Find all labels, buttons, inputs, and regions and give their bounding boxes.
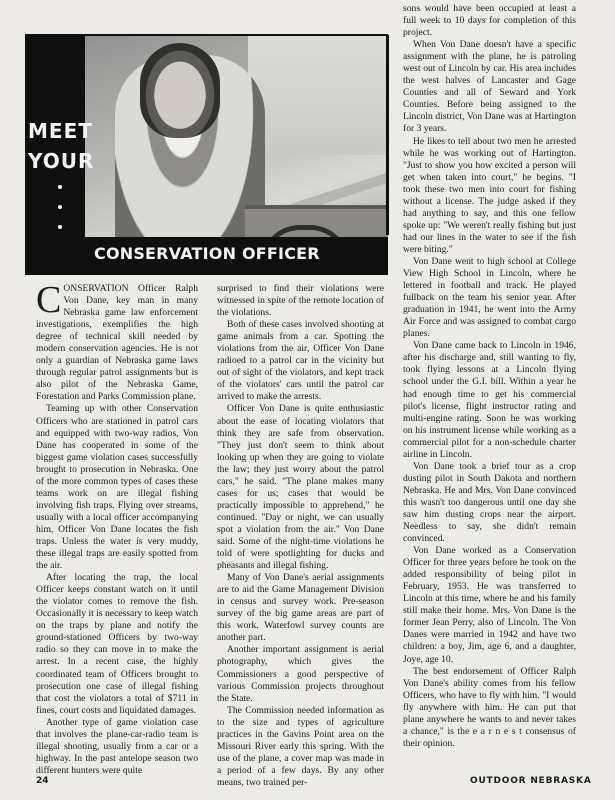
- article-column-2: [217, 283, 384, 789]
- title-banner-text: CONSERVATION OFFICER: [94, 244, 320, 263]
- paragraph: Another type of game violation case that involves the plane-car-radio team is illegal shooting, usually from a car or a highway. In the past antelope season two different hunters were quite: [36, 716, 198, 776]
- article-column-1: [36, 279, 198, 777]
- paragraph: Another important assignment is aerial photography, which gives the Commissioners a good perspective of various Commission projects throughout the State.: [217, 644, 384, 704]
- paragraph: Von Dane went to high school at College View High School in Lincoln, where he lettered in football and track. He played fullback on the team his senior year. After graduation in 1941, he went into the Army Air Force and was assigned to combat cargo planes.: [403, 255, 576, 340]
- paragraph: Many of Von Dane's aerial assignments are to aid the Game Management Division in census and survey work. Pre-season survey of the big game areas are part of this work. Waterfowl survey counts are another part.: [217, 572, 384, 644]
- paragraph: After locating the trap, the local Officer keeps constant watch on it until the violator comes to remove the fish. Occasionally it is necessary to keep watch on the traps by plane and notify the ground-stationed Officers by two-way radio so they can move in to make the arrest. In a recent case, the highly coordinated team of Officers brought to prosecution one case of illegal fishing that cost the violators a total of $711 in fines, court costs and liquidated damages.: [36, 572, 198, 716]
- paragraph: Both of these cases involved shooting at game animals from a car. Spotting the violations from the air, Officer Von Dane radioed to a patrol car in the vicinity but out of sight of the violators, and kept track of the violators' cars until the patrol car arrived to make the arrests.: [217, 319, 384, 403]
- lead-paragraph: [36, 279, 198, 403]
- paragraph: He likes to tell about two men he arrested while he was working out of Hartington. "Just to show you how excited a person will get when taken into court," he begins. "I took these two men into court for fishing without a license. The judge asked if they had anything to say, and this one fellow spoke up: "We weren't really fishing but just had our lines in the water to see if the fish were biting.": [403, 135, 576, 255]
- paragraph: Von Dane took a brief tour as a crop dusting pilot in South Dakota and northern Nebraska. He and Mrs. Von Dane convinced this wasn't too dangerous until one day she saw him dusting crops near the airport. Needless to say, she didn't remain convinced.: [403, 460, 576, 545]
- paragraph: Teaming up with other Conservation Officers who are stationed in patrol cars and equipped with two-way radios, Von Dane has cooperated in some of the biggest game violation cases successfully brought to prosecution in Nebraska. One of the more common types of cases these teams work on are illegal fishing involving fish traps. Flying over streams, usually with a local officer accompanying him, Officer Von Dane locates the fish traps. Unless the water is very muddy, these illegal traps are easily spotted from the air.: [36, 403, 198, 572]
- bullet-dot: [58, 185, 62, 189]
- headline-meet-your: [28, 120, 98, 172]
- bullet-dot: [58, 205, 62, 209]
- paragraph: Officer Von Dane is quite enthusiastic about the ease of locating violators that think they are safe from observation. "They just don't seem to think about looking up when they are going to violate the law; they just worry about the patrol cars," he said. "The plane makes many cases for us; cases that would be practically impossible to apprehend," he continued. "Day or night, we can usually spot a violation from the air." Von Dane said. Some of the night-time violations he told of were spotlighting for ducks and pheasants and illegal fishing.: [217, 403, 384, 572]
- headline-your: YOUR: [28, 149, 95, 173]
- photo-top-border: [25, 34, 388, 36]
- paragraph: When Von Dane doesn't have a specific assignment with the plane, he is patroling west out of Lincoln by car. His area includes the west halves of Lancaster and Gage Counties and all of Seward and York Counties. Before being assigned to the Lincoln district, Von Dane was at Hartington for 3 years.: [403, 39, 576, 135]
- photo-right-border: [386, 35, 389, 235]
- article-column-3: [403, 3, 576, 750]
- lead-paragraph-text: ONSERVATION Officer Ralph Von Dane, key man in many Nebraska game law enforcement investigations, exemplifies the high degree of technical skill needed by modern conservation agencies. He is not only a guardian of Nebraska game laws through regular patrol assignments but is also pilot of the Nebraska Game, Forestation and Parks Commission plane.: [36, 283, 198, 403]
- paragraph: Von Dane came back to Lincoln in 1946, after his discharge and, still wanting to fly, took flying lessons at a Lincoln flying school under the G.I. bill. Within a year he had enough time to get his commercial pilot's license, flight instructor rating and multi-engine rating. Soon he was working on his instrument license while working as a commercial pilot for a non-schedule charter airline in Lincoln.: [403, 340, 576, 460]
- paragraph: The Commission needed information as to the size and types of agriculture practices in the Gavins Point area on the Missouri River early this spring. With the use of the plane, a cover map was made in a period of a few days. By any other means, two trained per-: [217, 704, 384, 788]
- magazine-name: OUTDOOR NEBRASKA: [470, 776, 592, 786]
- paragraph: The best endorsement of Officer Ralph Von Dane's ability comes from his fellow Officers, who have to fly with him. "I would fly anywhere with him. He can put that plane anywhere he wants to and never takes a chance," is the e a r n e s t consensus of their opinion.: [403, 665, 576, 749]
- paragraph: Von Dane worked as a Conservation Officer for three years before he took on the added responsibility of being pilot in February, 1953. He was transferred to Lincoln at this time, where he and his family still make their home. Mrs. Von Dane is the former Jean Perry, also of Lincoln. The Von Danes were married in 1942 and have two children: a boy, Jim, age 6, and a daughter, Joye, age 10.: [403, 545, 576, 665]
- page-number: 24: [36, 776, 49, 786]
- drop-cap: C: [36, 279, 62, 321]
- window-sky: [248, 35, 388, 155]
- headline-meet: MEET: [28, 119, 93, 143]
- bullet-dot: [58, 225, 62, 229]
- paragraph: surprised to find their violations were witnessed in spite of the remote location of the violations.: [217, 283, 384, 319]
- pilot-head: [140, 43, 220, 138]
- paragraph: sons would have been occupied at least a full week to 10 days for completion of this project.: [403, 3, 576, 39]
